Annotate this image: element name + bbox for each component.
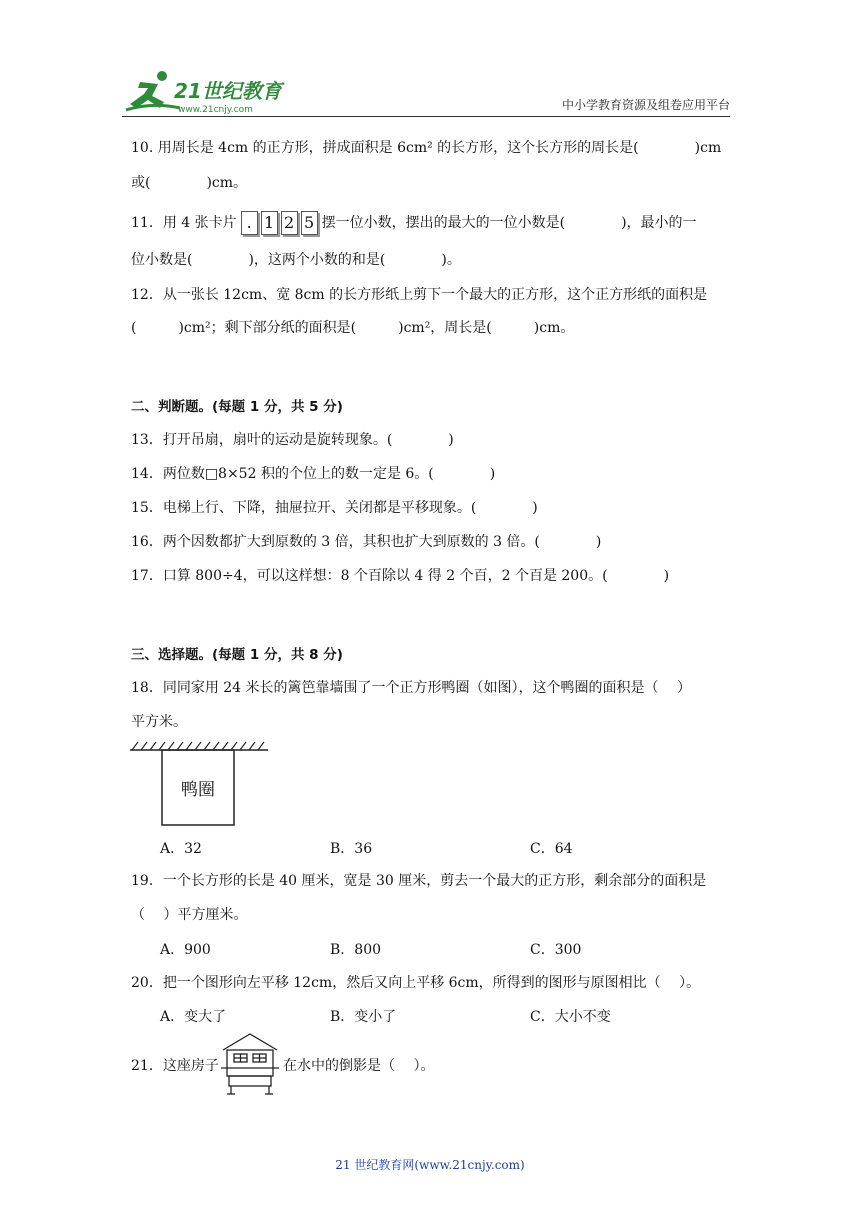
q18-option-a[interactable]: A．32 <box>160 841 202 857</box>
header-divider <box>122 116 730 117</box>
q18-line1: 18．同同家用 24 米长的篱笆靠墙围了一个正方形鸭圈（如图），这个鸭圈的面积是（ ） <box>131 680 691 696</box>
runner-logo-icon <box>122 68 292 116</box>
footer-link[interactable]: 21 世纪教育网(www.21cnjy.com) <box>335 1158 525 1172</box>
q18-option-b[interactable]: B．36 <box>330 841 373 857</box>
card-dot: . <box>241 211 258 235</box>
svg-text:21世纪教育: 21世纪教育 <box>174 79 282 103</box>
q19-line2: （ ）平方厘米。 <box>131 907 248 923</box>
q19-option-a[interactable]: A．900 <box>160 942 211 958</box>
q12-line2: ( )cm²；剩下部分纸的面积是( )cm²，周长是( )cm。 <box>131 320 575 336</box>
q10-line1: 10. 用周长是 4cm 的正方形，拼成面积是 6cm² 的长方形，这个长方形的周长是( )cm <box>131 140 722 156</box>
q19-line1: 19．一个长方形的长是 40 厘米，宽是 30 厘米，剪去一个最大的正方形，剩余部分的面积是 <box>131 873 707 889</box>
house-icon <box>219 1032 281 1096</box>
q20-option-c[interactable]: C．大小不变 <box>530 1009 611 1025</box>
q17: 17．口算 800÷4，可以这样想：8 个百除以 4 得 2 个百，2 个百是 200。( ) <box>131 568 670 584</box>
q19-option-b[interactable]: B．800 <box>330 942 382 958</box>
q11-suffix: 摆一位小数，摆出的最大的一位小数是( )，最小的一 <box>321 215 697 231</box>
header-platform-text: 中小学教育资源及组卷应用平台 <box>561 98 730 112</box>
section2-title: 二、判断题。(每题 1 分，共 5 分) <box>131 399 343 415</box>
q12-line1: 12．从一张长 12cm、宽 8cm 的长方形纸上剪下一个最大的正方形，这个正方形纸的面积是 <box>131 287 708 303</box>
q21-suffix: 在水中的倒影是（ ）。 <box>283 1058 435 1074</box>
brand-logo <box>122 68 292 116</box>
q14: 14．两位数□8×52 积的个位上的数一定是 6。( ) <box>131 466 496 482</box>
house-figure <box>219 1032 281 1096</box>
q11-line2: 位小数是( )，这两个小数的和是( )。 <box>131 252 461 268</box>
card-two: 2 <box>281 211 298 235</box>
q11-line1 <box>131 211 697 235</box>
q10-line2: 或( )cm。 <box>131 175 248 191</box>
q13: 13．打开吊扇，扇叶的运动是旋转现象。( ) <box>131 432 454 448</box>
duck-pen-label: 鸭圈 <box>181 780 215 800</box>
q20-line1: 20．把一个图形向左平移 12cm，然后又向上平移 6cm，所得到的图形与原图相比（ ）。 <box>131 975 701 991</box>
duck-pen-figure <box>130 740 270 830</box>
card-five: 5 <box>301 211 318 235</box>
digit-cards <box>241 211 318 235</box>
section3-title: 三、选择题。(每题 1 分，共 8 分) <box>131 647 343 663</box>
q15: 15．电梯上行、下降，抽屉拉开、关闭都是平移现象。( ) <box>131 500 538 516</box>
q16: 16．两个因数都扩大到原数的 3 倍，其积也扩大到原数的 3 倍。( ) <box>131 534 602 550</box>
q20-option-a[interactable]: A．变大了 <box>160 1009 227 1025</box>
q18-option-c[interactable]: C．64 <box>530 841 573 857</box>
q19-option-c[interactable]: C．300 <box>530 942 582 958</box>
q11-prefix: 11．用 4 张卡片 <box>131 215 237 231</box>
q18-line2: 平方米。 <box>131 714 187 730</box>
q21-prefix: 21．这座房子 <box>131 1058 219 1074</box>
q20-option-b[interactable]: B．变小了 <box>330 1009 397 1025</box>
card-one: 1 <box>261 211 278 235</box>
svg-text:www.21cnjy.com: www.21cnjy.com <box>178 105 253 115</box>
